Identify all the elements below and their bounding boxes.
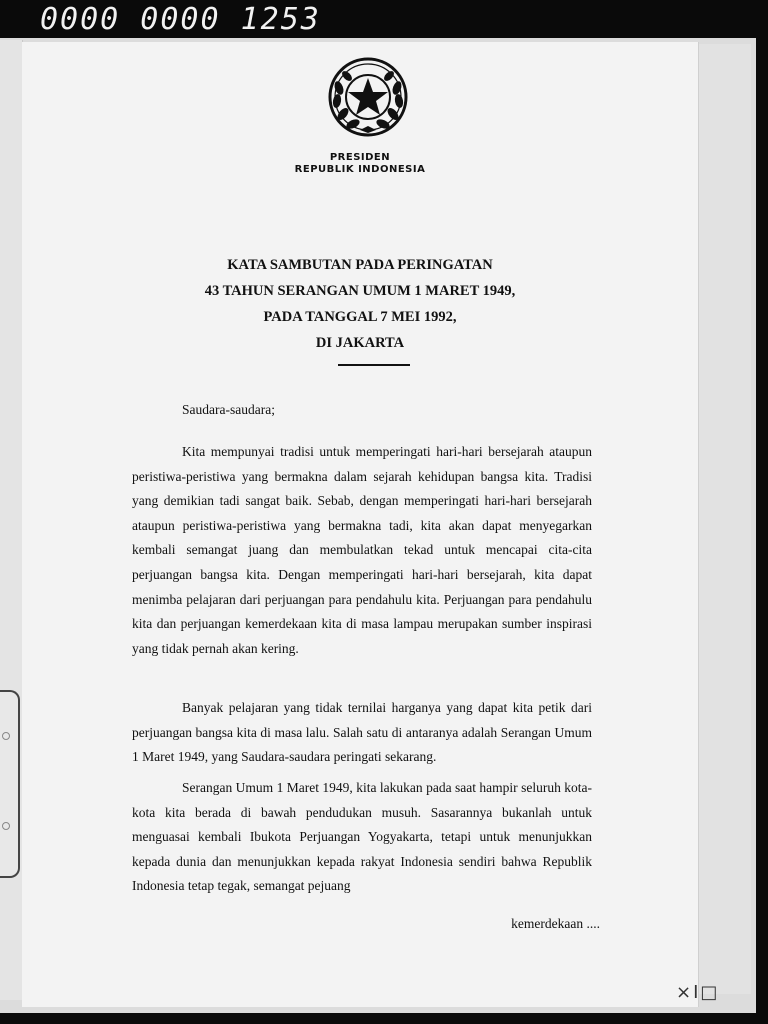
film-frame-counter: 0000 0000 1253 [40,2,321,37]
title-line-3: PADA TANGGAL 7 MEI 1992, [263,309,457,325]
binder-hole [2,822,10,830]
paragraph-3: Serangan Umum 1 Maret 1949, kita lakukan pada saat hampir seluruh kota-kota kita berada di bawah pendudukan musuh. Sasarannya bukanlah untuk menguasai kembali Ibukota Perjuangan Yogyakarta, tetapi untuk menunjukkan kepada dunia dan menunjukkan kepada rakyat Indonesia sendiri bahwa Republik Indonesia tetap tegak, semangat pejuang [132,780,592,894]
salutation: Saudara-saudara; [182,402,275,417]
title-line-1: KATA SAMBUTAN PADA PERINGATAN [227,257,493,273]
letterhead-title: PRESIDEN [329,152,391,163]
title-divider [338,364,410,366]
speech-title [22,252,698,356]
page-continuation-catchword: kemerdekaan .... [511,916,600,931]
paragraph-2: Banyak pelajaran yang tidak ternilai harganya yang dapat kita petik dari perjuangan bangsa kita di masa lalu. Salah satu di antaranya adalah Serangan Umum 1 Maret 1949, yang Saudara-saudara peringati sekarang. [132,700,592,765]
paragraph-1: Kita mempunyai tradisi untuk memperingati hari-hari bersejarah ataupun peristiwa-peristiwa yang bermakna dalam sejarah kehidupan bangsa kita. Tradisi yang demikian tadi sangat baik. Sebab, dengan memperingati hari-hari bersejarah ataupun peristiwa-peristiwa yang bermakna tadi, kita akan dapat menyegarkan kembali semangat juang dan membulatkan tekad untuk mencapai cita-cita perjuangan bangsa kita. Dengan memperingati hari-hari bersejarah, kita dapat menimba pelajaran dari perjuangan para pendahulu kita. Perjuangan para pendahulu kita dan perjuangan kemerdekaan kita di masa lampau merupakan sumber inspirasi yang tidak pernah akan kering. [132,444,592,656]
corner-mark: ×I□ [676,982,720,1003]
star-wreath-emblem-icon [327,56,409,138]
title-line-4: DI JAKARTA [315,335,405,351]
binder-tab [0,690,20,878]
letterhead-subtitle: REPUBLIK INDONESIA [294,164,426,175]
title-line-2: 43 TAHUN SERANGAN UMUM 1 MARET 1949, [204,283,516,299]
right-page-edge [690,44,751,994]
document-page [22,42,698,1007]
binder-hole [2,732,10,740]
